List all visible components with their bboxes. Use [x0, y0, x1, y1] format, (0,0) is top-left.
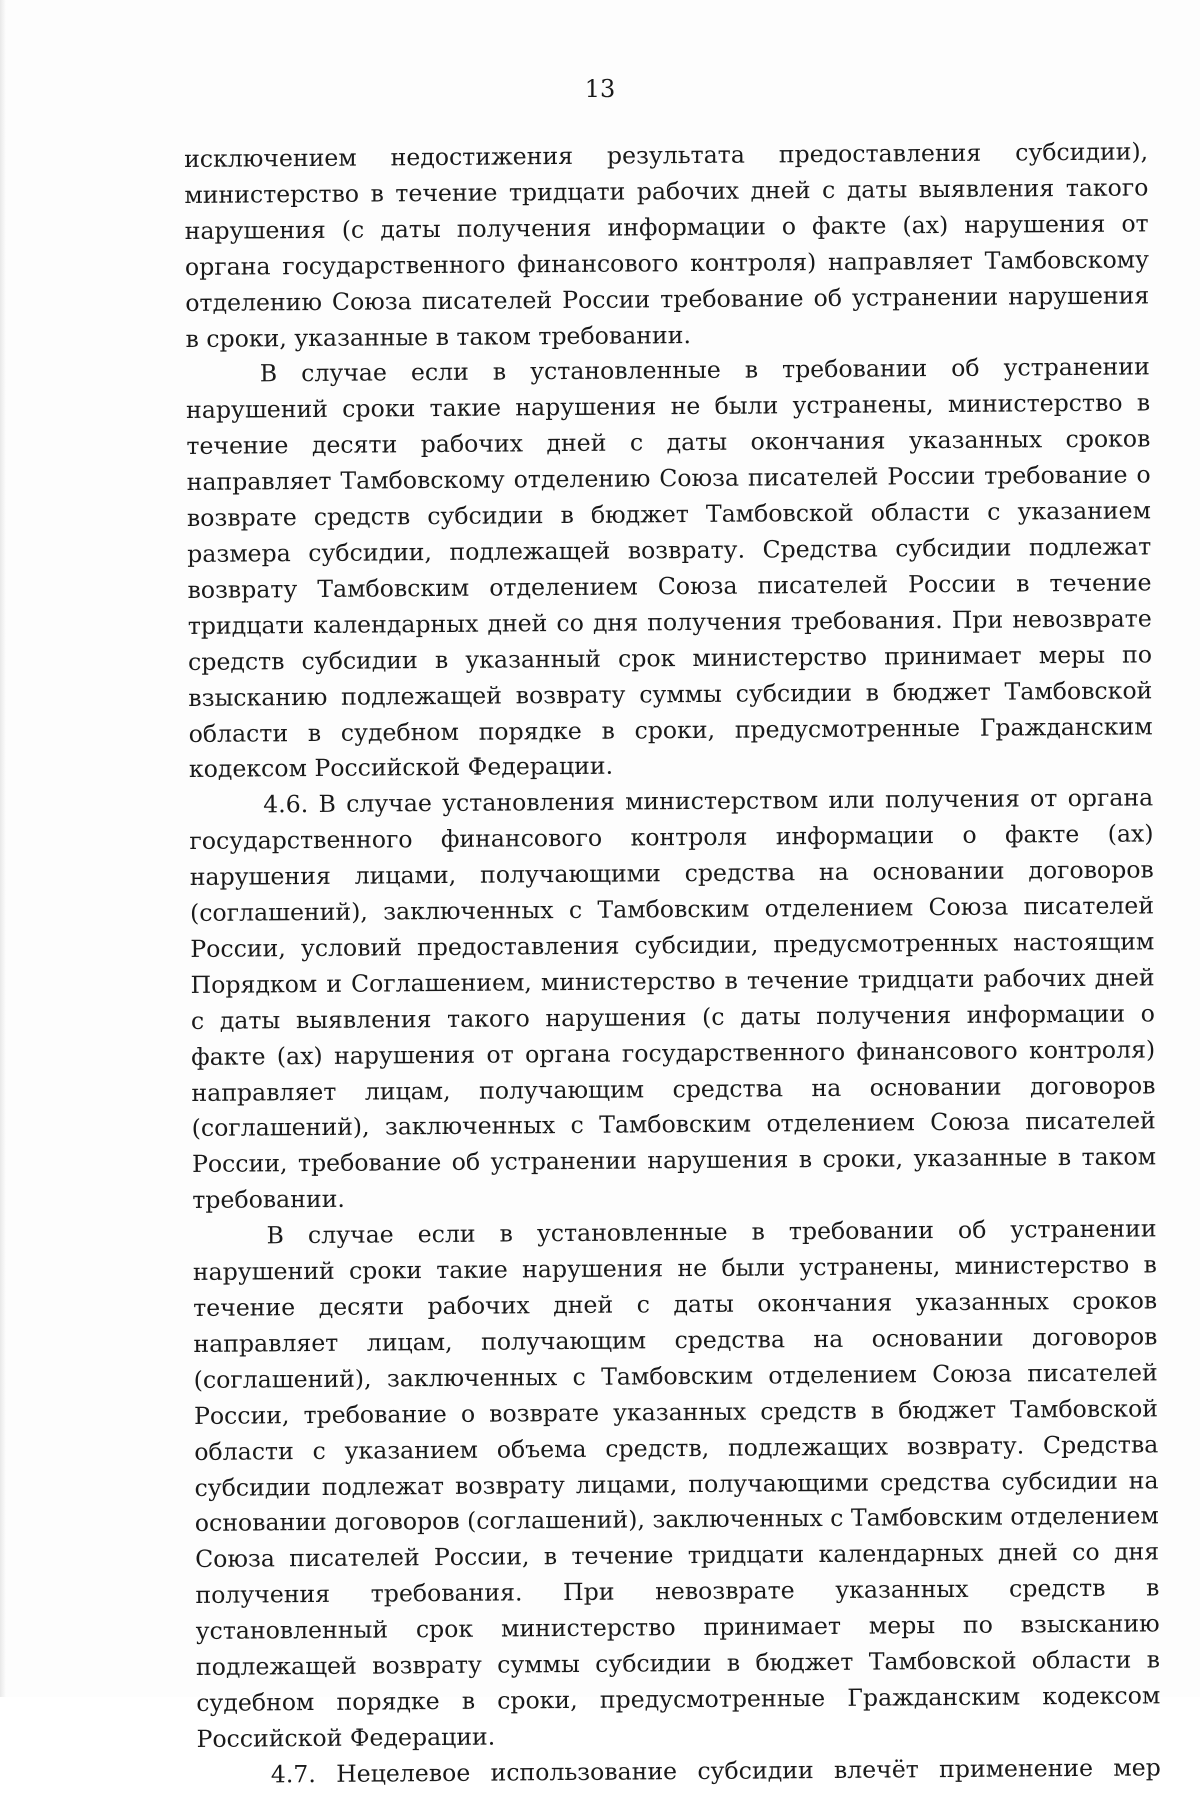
- document-body: [184, 134, 1161, 1793]
- page-number: 13: [584, 75, 616, 103]
- paragraph-clause-4-7: 4.7. Нецелевое использование субсидии влечёт применение мер: [270, 1753, 1161, 1789]
- paragraph-continuation: исключением недостижения результата предоставления субсидии), министерство в течение тридцати рабочих дней с даты выявления такого нарушения (с даты получения информации о факте (ах) нарушения от органа государственного финансового контроля) направляет Тамбовскому отделению Союза писателей России требование об устранении нарушения в сроки, указанные в таком требовании.: [184, 137, 1150, 353]
- paragraph-return-demand: В случае если в установленные в требовании об устранении нарушений сроки такие нарушения не были устранены, министерство в течение десяти рабочих дней с даты окончания указанных сроков направляет Тамбовскому отделению Союза писателей России требование о возврате средств субсидии в бюджет Тамбовской области с указанием размера субсидии, подлежащей возврату. Средства субсидии подлежат возврату Тамбовским отделением Союза писателей России в течение тридцати календарных дней со дня получения требования. При невозврате средств субсидии в указанный срок министерство принимает меры по взысканию подлежащей возврату суммы субсидии в бюджет Тамбовской области в судебном порядке в сроки, предусмотренные Гражданским кодексом Российской Федерации.: [185, 352, 1153, 784]
- paragraph-clause-4-6: 4.6. В случае установления министерством или получения от органа государственного финансового контроля информации о факте (ах) нарушения лицами, получающими средства на основании договоров (соглашений), заключенных с Тамбовским отделением Союза писателей России, условий предоставления субсидии, предусмотренных настоящим Порядком и Соглашением, министерство в течение тридцати рабочих дней с даты выявления такого нарушения (с даты получения информации о факте (ах) нарушения от органа государственного финансового контроля) направляет лицам, получающим средства на основании договоров (соглашений), заключенных с Тамбовским отделением Союза писателей России, требование об устранении нарушения в сроки, указанные в таком требовании.: [189, 783, 1157, 1215]
- paragraph-recipients-return: В случае если в установленные в требовании об устранении нарушений сроки такие нарушения не были устранены, министерство в течение десяти рабочих дней с даты окончания указанных сроков направляет лицам, получающим средства на основании договоров (соглашений), заключенных с Тамбовским отделением Союза писателей России, требование о возврате указанных средств в бюджет Тамбовской области с указанием объема средств, подлежащих возврату. Средства субсидии подлежат возврату лицами, получающими средства субсидии на основании договоров (соглашений), заключенных с Тамбовским отделением Союза писателей России, в течение тридцати календарных дней со дня получения требования. При невозврате указанных средств в установленный срок министерство принимает меры по взысканию подлежащей возврату суммы субсидии в бюджет Тамбовской области в судебном порядке в сроки, предусмотренные Гражданским кодексом Российской Федерации.: [192, 1214, 1161, 1753]
- scan-edge-shadow: [0, 0, 6, 1697]
